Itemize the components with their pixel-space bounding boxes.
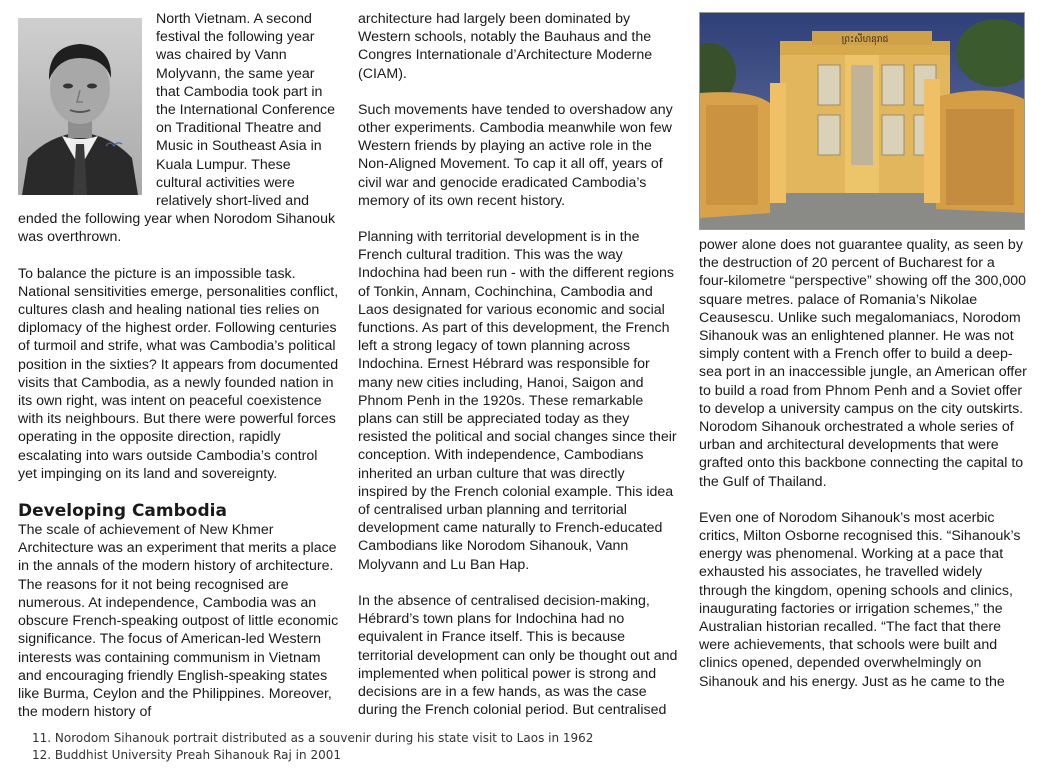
building-sign-text: ព្រះសីហនុរាជ: [841, 35, 889, 45]
body-paragraph: The scale of achievement of New Khmer Architecture was an experiment that merits a place in the annals of the modern history of architecture. The reasons for it not being recognised are numerous. At independence, Cambodia was an obscure French-speaking outpost of little economic significance. The focus of American-led Western interests was containing communism in Vietnam and encouraging friendly English-speaking states like Burma, Ceylon and the Philippines. Moreover, the modern history of: [18, 522, 339, 721]
body-paragraph: Such movements have tended to overshadow any other experiments. Cambodia meanwhile won few Western friends by playing an active role in the Non-Aligned Movement. To cap it all off, years of civil war and genocide eradicated Cambodia’s memory of its own recent history.: [358, 101, 673, 209]
body-paragraph: architecture had largely been dominated by Western schools, notably the Bauhaus and the Congres Internationale d’Architecture Moderne (CIAM).: [358, 11, 653, 82]
body-paragraph: In the absence of centralised decision-making, Hébrard’s town plans for Indochina had no equivalent in France itself. This is because territorial development can only be thought out and implemented when political power is strong and decisions are in a few hands, as was the case during the French colonial period. But centralised: [358, 592, 678, 719]
body-paragraph: power alone does not guarantee quality, as seen by the destruction of 20 percent of Bucharest for a four-kilometre “perspective” showing off the 300,000 square metres. palace of Romania’s Nikolae Ceausescu. Unlike such megalomaniacs, Norodom Sihanouk was an enlightened planner. He was not simply content with a French offer to build a deep-sea port in an inaccessible jungle, an American offer to build a road from Phnom Penh and a Soviet offer to develop a university campus on the city outskirts. Norodom Sihanouk orchestrated a whole series of urban and architectural developments that were grafted onto this backbone connecting the capital to the Gulf of Thailand.: [699, 237, 1027, 490]
intro-paragraph: North Vietnam. A second festival the following year was chaired by Vann Molyvann, the same year that Cambodia took part in the International Conference on Traditional Theatre and Music in Southeast Asia in Kuala Lumpur. These cultural activities were relatively short-lived and ended the following year when Norodom Sihanouk was overthrown.: [18, 11, 336, 246]
sihanouk-portrait: [18, 18, 142, 195]
caption-12: 12. Buddhist University Preah Sihanouk Raj in 2001: [32, 748, 341, 762]
body-paragraph: Planning with territorial development is in the French cultural tradition. This was the way Indochina had been run - with the different regions of Tonkin, Annam, Cochinchina, Cambodia and Laos designated for various economic and social functions. As part of this development, the French left a strong legacy of town planning across Indochina. Ernest Hébrard was responsible for many new cities including, Hanoi, Saigon and Phnom Penh in the 1920s. These remarkable plans can still be appreciated today as they resisted the political and social changes since their conception. With independence, Cambodians inherited an urban culture that was directly inspired by the French colonial example. This idea of centralised urban planning and territorial development came naturally to French-educated Cambodians like Norodom Sihanouk, Vann Molyvann and Lu Ban Hap.: [358, 229, 677, 573]
text-column-2: [358, 10, 678, 737]
text-column-1: [18, 10, 340, 739]
text-column-3: [699, 10, 1027, 709]
university-building-photo: [699, 12, 1025, 230]
body-paragraph: To balance the picture is an impossible task. National sensitivities emerge, personalities conflict, cultures clash and healing national ties relies on diplomacy of the highest order. Following centuries of turmoil and strife, what was Cambodia’s political position in the sixties? It appears from documented visits that Cambodia, as a newly founded nation in its own right, was intent on peaceful coexistence with its neighbours. But there were powerful forces operating in the opposite direction, rapidly escalating into wars outside Cambodia’s control yet impinging on its land and sovereignty.: [18, 265, 339, 482]
figure-captions: [32, 730, 593, 764]
body-paragraph: Even one of Norodom Sihanouk’s most acerbic critics, Milton Osborne recognised this. “Sihanouk’s energy was phenomenal. Working at a pace that exhausted his associates, he travelled widely through the kingdom, opening schools and clinics, inaugurating factories or irrigation schemes,” the Australian historian recalled. “The fact that there were achievements, that schools were built and clinics opened, depended overwhelmingly on Sihanouk and his energy. Just as he came to the: [699, 509, 1021, 690]
caption-11: 11. Norodom Sihanouk portrait distributed as a souvenir during his state visit to Laos in 1962: [32, 731, 594, 745]
section-heading: Developing Cambodia: [18, 501, 227, 522]
